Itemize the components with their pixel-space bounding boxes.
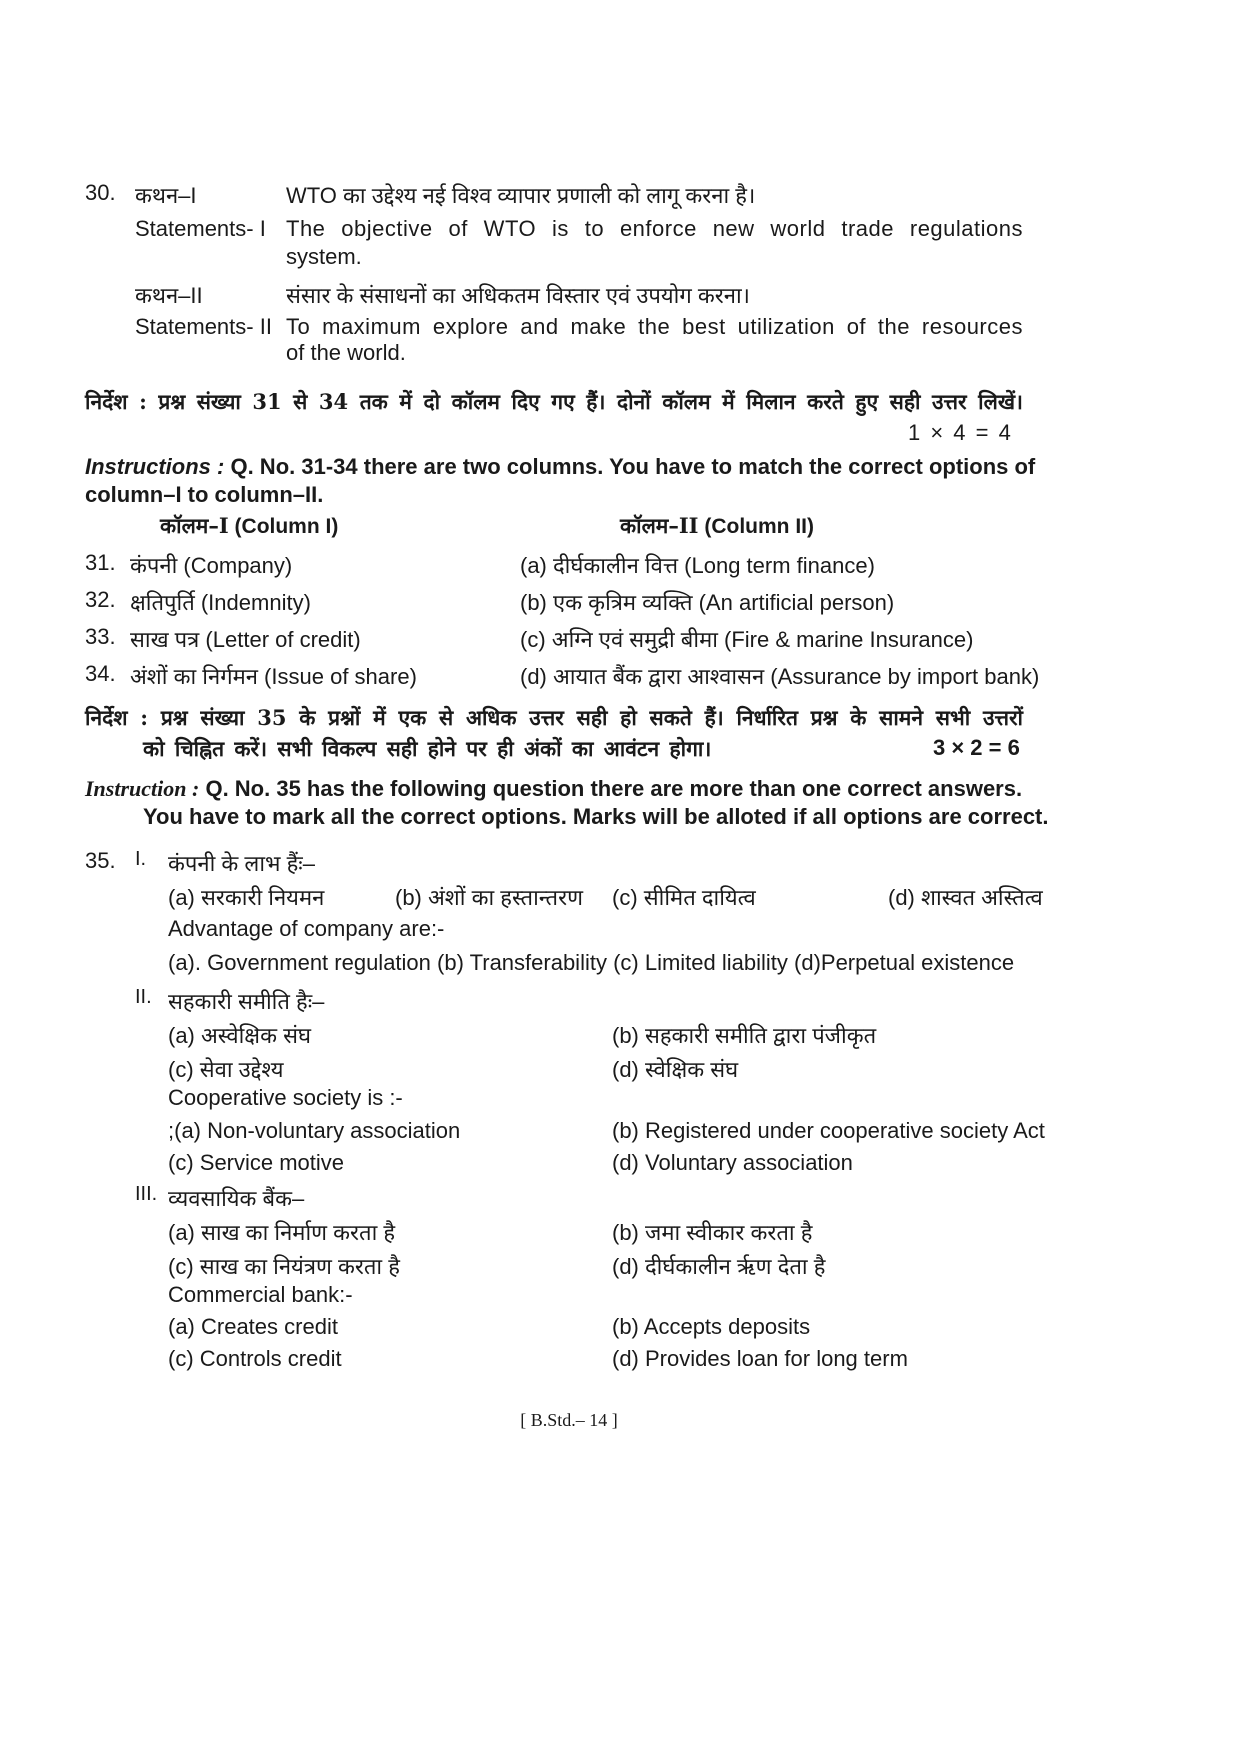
q35-part2-en-option-d: (d) Voluntary association — [612, 1150, 853, 1175]
q35-part1-en-options: (a). Government regulation (b) Transferability (c) Limited liability (d)Perpetual existence — [168, 950, 1015, 975]
q30-statement2-hindi-label: कथन–II — [135, 283, 203, 308]
instruction-35-label: Instruction : — [85, 776, 200, 801]
q35-part1-hindi-option-b: (b) अंशों का हस्तान्तरण — [395, 885, 583, 910]
q30-statement1-en-label: Statements- I — [135, 216, 266, 241]
match-row-32-number: 32. — [85, 587, 116, 612]
q35-part2-hindi-option-d: (d) स्वेक्षिक संघ — [612, 1057, 739, 1082]
match-row-32-left: क्षतिपुर्ति (Indemnity) — [130, 590, 311, 615]
q30-statement1-hindi-label: कथन–I — [135, 183, 197, 208]
q35-part3-hindi-option-a: (a) साख का निर्माण करता है — [168, 1220, 396, 1245]
match-row-34-right: (d) आयात बैंक द्वारा आश्वासन (Assurance by import bank) — [520, 664, 1040, 689]
q35-part1-hindi-option-c: (c) सीमित दायित्व — [612, 885, 756, 910]
q35-part2-hindi-option-c: (c) सेवा उद्देश्य — [168, 1057, 284, 1082]
q35-part3-hindi-option-b: (b) जमा स्वीकार करता है — [612, 1220, 813, 1245]
q35-part2-en-option-c: (c) Service motive — [168, 1150, 345, 1175]
q35-part2-hindi-question: सहकारी समीति हैः– — [168, 989, 325, 1014]
question-35-number: 35. — [85, 848, 116, 873]
match-row-33-right: (c) अग्नि एवं समुद्री बीमा (Fire & marine Insurance) — [520, 627, 974, 652]
page-footer: [ B.Std.– 14 ] — [520, 1410, 618, 1430]
q35-part3-en-option-c: (c) Controls credit — [168, 1346, 342, 1371]
instruction-35-line1 — [85, 776, 1022, 802]
q35-part3-roman: III. — [135, 1183, 158, 1205]
q35-part2-roman: II. — [135, 986, 152, 1008]
q30-statement2-hindi-text: संसार के संसाधनों का अधिकतम विस्तार एवं उपयोग करना। — [286, 283, 750, 308]
q35-part1-hindi-question: कंपनी के लाभ हैंः– — [168, 851, 315, 876]
q35-part3-hindi-question: व्यवसायिक बैंक– — [168, 1186, 305, 1211]
q35-part3-en-option-b: (b) Accepts deposits — [612, 1314, 811, 1339]
match-row-31-right: (a) दीर्घकालीन वित्त (Long term finance) — [520, 553, 875, 578]
q35-part3-hindi-option-d: (d) दीर्घकालीन ऋृण देता है — [612, 1254, 826, 1279]
q35-part1-roman: I. — [135, 848, 147, 870]
q30-statement1-en-text-cont: system. — [286, 244, 362, 269]
column-1-header — [160, 512, 338, 540]
q35-part3-en-option-a: (a) Creates credit — [168, 1314, 338, 1339]
match-row-33-left: साख पत्र (Letter of credit) — [130, 627, 361, 652]
directive-31-34-hindi: निर्देश : प्रश्न संख्या 31 से 34 तक में दो कॉलम दिए गए हैं। दोनों कॉलम में मिलान करते हुए सही उत्तर लिखें। — [85, 389, 1023, 414]
match-row-34-left: अंशों का निर्गमन (Issue of share) — [130, 664, 417, 689]
match-row-34-number: 34. — [85, 661, 116, 686]
instruction-text: Q. No. 31-34 there are two columns. You have to match the correct options of — [230, 454, 1036, 479]
q35-part3-en-question: Commercial bank:- — [168, 1282, 353, 1307]
instruction-35-line2: You have to mark all the correct options. Marks will be alloted if all options are correct. — [143, 804, 1049, 829]
q35-part3-hindi-option-c: (c) साख का नियंत्रण करता है — [168, 1254, 400, 1279]
q35-part2-en-option-a: ;(a) Non-voluntary association — [168, 1118, 461, 1143]
column-2-hindi: कॉलम–II — [620, 513, 699, 538]
q30-statement1-en-text: The objective of WTO is to enforce new world trade regulations — [286, 216, 1023, 241]
q35-part1-hindi-option-a: (a) सरकारी नियमन — [168, 885, 325, 910]
directive-35-hindi-line2: को चिह्नित करें। सभी विकल्प सही होने पर ही अंकों का आवंटन होगा। — [143, 736, 712, 761]
instruction-31-34-line1 — [85, 454, 1035, 480]
instruction-31-34-line2: column–I to column–II. — [85, 482, 324, 507]
directive-31-34-marks: 1 × 4 = 4 — [908, 420, 1013, 445]
directive-35-marks: 3 × 2 = 6 — [933, 735, 1020, 760]
question-30-number: 30. — [85, 180, 116, 205]
column-1-english: (Column I) — [234, 515, 339, 538]
column-2-header — [620, 512, 814, 540]
column-1-hindi: कॉलम–I — [160, 513, 229, 538]
match-row-32-right: (b) एक कृत्रिम व्यक्ति (An artificial person) — [520, 590, 895, 615]
column-2-english: (Column II) — [704, 515, 815, 538]
instruction-label: Instructions : — [85, 454, 225, 479]
q30-statement2-en-text-cont: of the world. — [286, 340, 406, 365]
q35-part1-hindi-option-d: (d) शास्वत अस्तित्व — [888, 885, 1043, 910]
match-row-31-number: 31. — [85, 550, 116, 575]
instruction-35-text: Q. No. 35 has the following question there are more than one correct answers. — [205, 776, 1023, 801]
q35-part2-hindi-option-b: (b) सहकारी समीति द्वारा पंजीकृत — [612, 1023, 877, 1048]
q35-part3-en-option-d: (d) Provides loan for long term — [612, 1346, 908, 1371]
q35-part1-en-question: Advantage of company are:- — [168, 916, 445, 941]
q35-part2-en-option-b: (b) Registered under cooperative society Act — [612, 1118, 1045, 1143]
q30-statement1-hindi-text: WTO का उद्देश्य नई विश्व व्यापार प्रणाली को लागू करना है। — [286, 183, 756, 208]
q35-part2-en-question: Cooperative society is :- — [168, 1085, 403, 1110]
match-row-33-number: 33. — [85, 624, 116, 649]
directive-35-hindi-line1: निर्देश : प्रश्न संख्या 35 के प्रश्नों में एक से अधिक उत्तर सही हो सकते हैं। निर्धारित प्रश्न के सामने सभी उत्तरों — [85, 705, 1023, 730]
match-row-31-left: कंपनी (Company) — [130, 553, 293, 578]
q30-statement2-en-label: Statements- II — [135, 314, 272, 339]
q30-statement2-en-text: To maximum explore and make the best utilization of the resources — [286, 314, 1023, 339]
q35-part2-hindi-option-a: (a) अस्वेक्षिक संघ — [168, 1023, 311, 1048]
